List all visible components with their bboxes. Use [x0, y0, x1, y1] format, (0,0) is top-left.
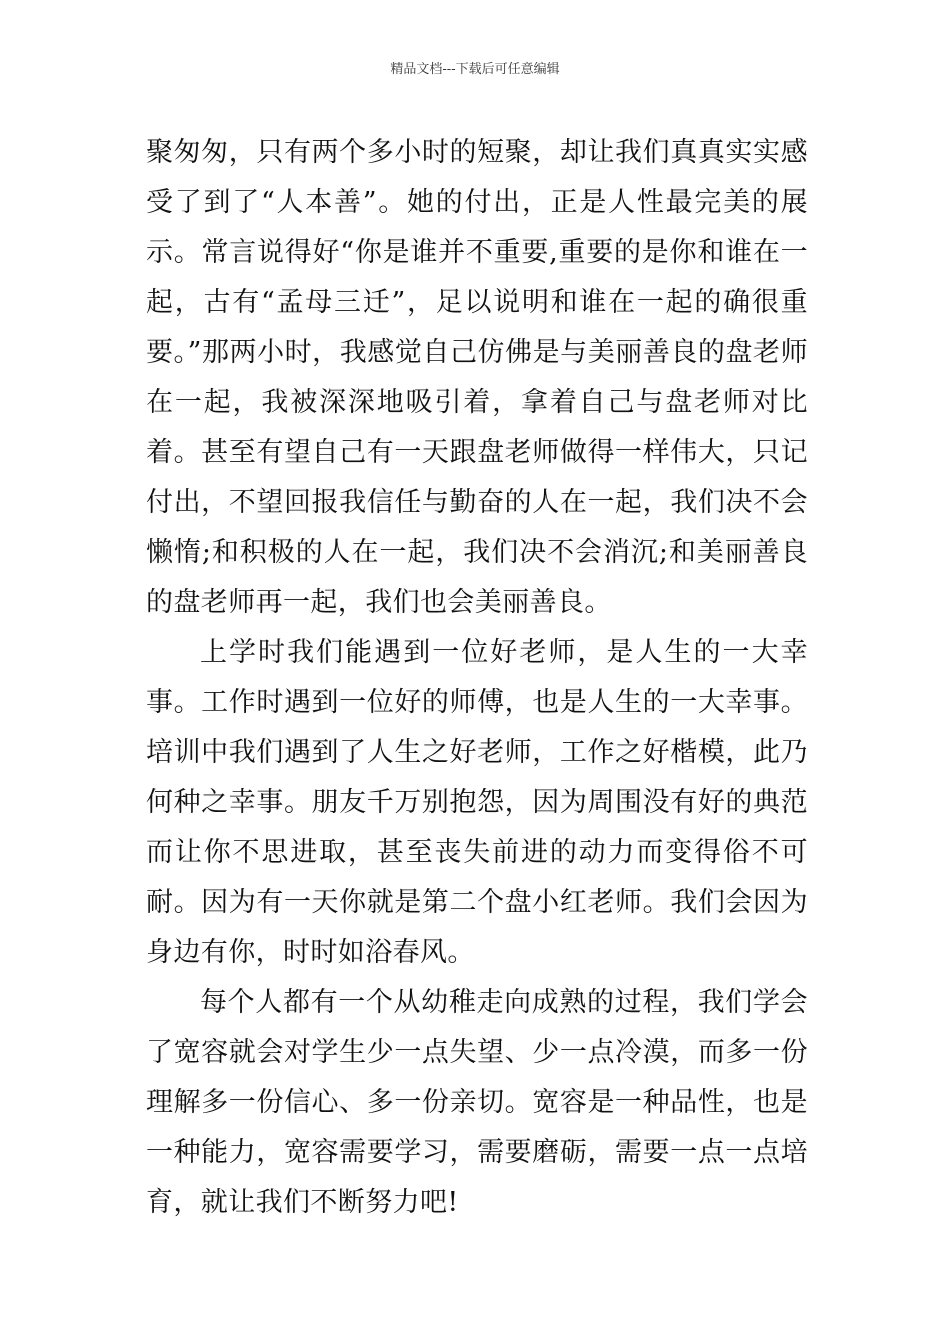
paragraph-2: 上学时我们能遇到一位好老师，是人生的一大幸事。工作时遇到一位好的师傅，也是人生的一大幸事。培训中我们遇到了人生之好老师，工作之好楷模，此乃何种之幸事。朋友千万别抱怨，因为周围没有好的典范而让你不思进取，甚至丧失前进的动力而变得俗不可耐。因为有一天你就是第二个盘小红老师。我们会因为身边有你，时时如浴春风。 [146, 637, 808, 968]
paragraph-1: 聚匆匆，只有两个多小时的短聚，却让我们真真实实感受了到了“人本善”。她的付出，正是人性最完美的展示。常言说得好“你是谁并不重要,重要的是你和谁在一起，古有“孟母三迁”，足以说明和谁在一起的确很重要。”那两小时，我感觉自己仿佛是与美丽善良的盘老师在一起，我被深深地吸引着，拿着自己与盘老师对比着。甚至有望自己有一天跟盘老师做得一样伟大，只记付出，不望回报我信任与勤奋的人在一起，我们决不会懒惰;和积极的人在一起，我们决不会消沉;和美丽善良的盘老师再一起，我们也会美丽善良。 [146, 137, 808, 618]
paragraph-3: 每个人都有一个从幼稚走向成熟的过程，我们学会了宽容就会对学生少一点失望、少一点冷漠，而多一份理解多一份信心、多一份亲切。宽容是一种品性，也是一种能力，宽容需要学习，需要磨砺，需要一点一点培育，就让我们不断努力吧! [146, 987, 808, 1218]
page-header: 精品文档---下载后可任意编辑 [390, 62, 560, 77]
document-body [146, 128, 808, 1228]
